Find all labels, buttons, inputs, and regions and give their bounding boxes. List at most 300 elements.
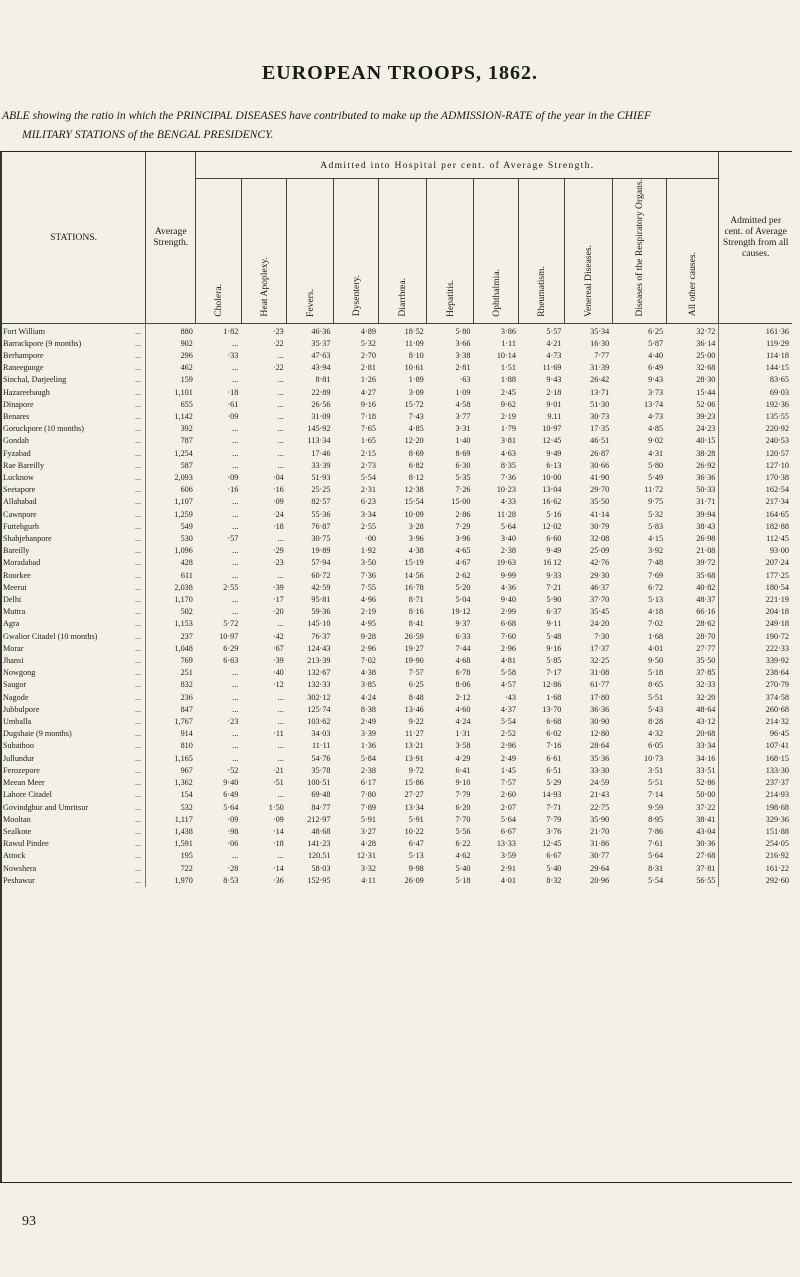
value-cell: 16 12: [542, 558, 562, 568]
value-cell: 4·24: [360, 692, 376, 702]
value-cell: 3·58: [455, 741, 471, 751]
value-cell: ·39: [272, 582, 284, 592]
value-cell: 12·20: [404, 436, 424, 446]
table-row: [2, 679, 792, 691]
value-cell: ·18: [272, 839, 284, 849]
leader-dots: ...: [134, 338, 142, 348]
value-cell: 6·17: [360, 778, 376, 788]
value-cell: 7·48: [648, 558, 664, 568]
disease-column-label: Diarrhœa.: [397, 277, 409, 317]
total-cell: 96·45: [719, 728, 792, 740]
value-cell: 58·03: [311, 863, 331, 873]
total-cell: 192·36: [719, 399, 792, 411]
value-cell: ...: [232, 692, 239, 702]
disease-column-header: [519, 179, 564, 324]
value-cell: 52·86: [696, 778, 716, 788]
value-cell: 10·22: [404, 826, 424, 836]
value-cell: 6·63: [223, 656, 239, 666]
value-cell: 31·71: [696, 497, 716, 507]
value-cell: ...: [277, 460, 284, 470]
total-cell: 329·36: [719, 814, 792, 826]
strength-cell: 237: [146, 631, 196, 643]
value-cell: ·18: [227, 387, 239, 397]
station-cell: [2, 545, 146, 557]
value-cell: 9·49: [546, 546, 562, 556]
value-cell: 125·74: [307, 704, 331, 714]
table-row: [2, 387, 792, 399]
value-cell: 5·84: [360, 753, 376, 763]
table-row: [2, 594, 792, 606]
value-cell: 2·96: [500, 741, 516, 751]
value-cell: 2·91: [500, 863, 516, 873]
station-name: Rawul Pindee: [3, 839, 49, 849]
value-cell: 9·50: [648, 656, 664, 666]
value-cell: 19·90: [404, 656, 424, 666]
value-cell: 50·33: [696, 485, 716, 495]
value-cell: 8·35: [500, 460, 516, 470]
value-cell: 5·20: [455, 582, 471, 592]
table-row: [2, 643, 792, 655]
value-cell: ·67: [272, 643, 284, 653]
value-cell: 40·82: [696, 582, 716, 592]
strength-cell: 914: [146, 728, 196, 740]
station-cell: [2, 448, 146, 460]
value-cell: 6·25: [648, 326, 664, 336]
leader-dots: ...: [134, 521, 142, 531]
strength-cell: 1,259: [146, 509, 196, 521]
value-cell: ·22: [272, 363, 284, 373]
value-cell: 3·39: [360, 729, 376, 739]
total-cell: 127·10: [719, 460, 792, 472]
table-row: [2, 484, 792, 496]
value-cell: 20·68: [696, 729, 716, 739]
value-cell: 37·85: [696, 668, 716, 678]
strength-cell: 428: [146, 557, 196, 569]
strength-cell: 810: [146, 740, 196, 752]
value-cell: ...: [277, 387, 284, 397]
strength-cell: 1,096: [146, 545, 196, 557]
value-cell: 4·38: [360, 668, 376, 678]
strength-cell: 1,970: [146, 875, 196, 887]
station-cell: [2, 802, 146, 814]
caption-line-1: ABLE showing the ratio in which the PRINCIPAL DISEASES have contributed to make up the ADMISSION-RATE of the year in the CHIEF: [2, 109, 652, 122]
strength-cell: 462: [146, 362, 196, 374]
station-name: Seetapore: [3, 485, 36, 495]
value-cell: 25·09: [590, 546, 610, 556]
value-cell: 32·08: [590, 534, 610, 544]
value-cell: 9·43: [546, 375, 562, 385]
value-cell: 26·98: [696, 534, 716, 544]
strength-cell: 549: [146, 521, 196, 533]
value-cell: 51·30: [590, 399, 610, 409]
value-cell: 31·39: [590, 363, 610, 373]
value-cell: 32·20: [696, 692, 716, 702]
station-name: Gwalior Citadel (10 months): [3, 631, 98, 641]
value-cell: 13·21: [404, 741, 424, 751]
value-cell: ...: [277, 692, 284, 702]
value-cell: 54·76: [311, 753, 331, 763]
value-cell: ...: [277, 704, 284, 714]
value-cell: 5·85: [546, 656, 562, 666]
value-cell: 3·38: [455, 350, 471, 360]
value-cell: 113·34: [307, 436, 331, 446]
value-cell: 5·40: [455, 863, 471, 873]
disease-column-header: [564, 179, 612, 324]
value-cell: 46·51: [590, 436, 610, 446]
value-cell: ...: [277, 350, 284, 360]
value-cell: ...: [232, 497, 239, 507]
strength-cell: 532: [146, 802, 196, 814]
table-row: [2, 496, 792, 508]
value-cell: 7·69: [648, 570, 664, 580]
leader-dots: ...: [134, 753, 142, 763]
leader-dots: ...: [134, 790, 142, 800]
station-name: Cawnpore: [3, 509, 37, 519]
value-cell: 9·02: [648, 436, 664, 446]
value-cell: ...: [232, 704, 239, 714]
station-cell: [2, 679, 146, 691]
value-cell: 5·13: [408, 851, 424, 861]
value-cell: 55·36: [311, 509, 331, 519]
value-cell: 8·32: [546, 875, 562, 885]
value-cell: ...: [232, 509, 239, 519]
value-cell: ·61: [227, 399, 239, 409]
value-cell: 13·70: [542, 704, 562, 714]
value-cell: 11·27: [404, 729, 424, 739]
value-cell: 5·49: [648, 473, 664, 483]
value-cell: 8·16: [408, 607, 424, 617]
total-cell: 292·60: [719, 875, 792, 887]
disease-column-label: Ophthalmia.: [490, 268, 502, 317]
value-cell: 124·43: [307, 643, 331, 653]
value-cell: ...: [232, 460, 239, 470]
value-cell: ...: [277, 412, 284, 421]
value-cell: 2·81: [455, 363, 471, 373]
table-row: [2, 863, 792, 875]
value-cell: 1·88: [500, 375, 516, 385]
leader-dots: ...: [134, 399, 142, 409]
table-row: [2, 570, 792, 582]
strength-cell: 1,165: [146, 753, 196, 765]
leader-dots: ...: [134, 436, 142, 446]
value-cell: 12·45: [542, 436, 562, 446]
strength-cell: 502: [146, 606, 196, 618]
value-cell: 12·80: [590, 729, 610, 739]
value-cell: 4·40: [648, 350, 664, 360]
value-cell: ...: [232, 521, 239, 531]
station-name: Meean Meer: [3, 778, 45, 788]
value-cell: 29·64: [590, 863, 610, 873]
value-cell: 12·02: [542, 521, 562, 531]
value-cell: 2·07: [500, 802, 516, 812]
value-cell: ...: [232, 558, 239, 568]
strength-cell: 902: [146, 338, 196, 350]
value-cell: 12·45: [542, 839, 562, 849]
strength-cell: 1,153: [146, 618, 196, 630]
value-cell: 8·31: [648, 863, 664, 873]
value-cell: 37·81: [696, 863, 716, 873]
value-cell: 5·18: [648, 668, 664, 678]
value-cell: 3·40: [500, 534, 516, 544]
value-cell: 15·00: [451, 497, 471, 507]
station-name: Dinapore: [3, 399, 34, 409]
table-row: [2, 509, 792, 521]
value-cell: 3·59: [500, 851, 516, 861]
value-cell: 5·16: [546, 509, 562, 519]
strength-cell: 787: [146, 435, 196, 447]
station-name: Barrackpore (9 months): [3, 338, 82, 348]
value-cell: 48·37: [696, 595, 716, 605]
value-cell: 8·65: [648, 680, 664, 690]
value-cell: 42·76: [590, 558, 610, 568]
value-cell: 26·09: [404, 875, 424, 885]
value-cell: 30·36: [696, 839, 716, 849]
station-cell: [2, 362, 146, 374]
value-cell: 6·72: [648, 582, 664, 592]
value-cell: 9·72: [408, 765, 424, 775]
value-cell: 4·18: [648, 607, 664, 617]
value-cell: 9·37: [455, 619, 471, 629]
value-cell: 100·51: [307, 778, 331, 788]
caption-line-2: MILITARY STATIONS of the BENGAL PRESIDENCY.: [22, 128, 274, 141]
value-cell: 9·33: [546, 570, 562, 580]
value-cell: 37·22: [696, 802, 716, 812]
value-cell: 57·94: [311, 558, 331, 568]
station-name: Subathoo: [3, 741, 34, 751]
station-name: Agra: [3, 619, 20, 629]
value-cell: ...: [232, 851, 239, 861]
total-cell: 151·88: [719, 826, 792, 838]
strength-cell: 2,038: [146, 582, 196, 594]
value-cell: 1·09: [455, 387, 471, 397]
station-name: Futtehgurh: [3, 521, 39, 531]
value-cell: 7·65: [360, 424, 376, 434]
leader-dots: ...: [134, 692, 142, 702]
value-cell: 16·78: [404, 582, 424, 592]
value-cell: 6·20: [455, 802, 471, 812]
value-cell: 4·29: [455, 753, 471, 763]
station-name: Gondah: [3, 436, 29, 446]
total-cell: 161·36: [719, 323, 792, 338]
station-cell: [2, 521, 146, 533]
total-cell: 216·92: [719, 850, 792, 862]
total-cell: 168·15: [719, 753, 792, 765]
value-cell: 36·14: [696, 338, 716, 348]
total-cell: 177·25: [719, 570, 792, 582]
table-row: [2, 631, 792, 643]
value-cell: 13·71: [590, 387, 610, 397]
value-cell: 35·78: [311, 765, 331, 775]
leader-dots: ...: [134, 704, 142, 714]
total-cell: 214·93: [719, 789, 792, 801]
leader-dots: ...: [134, 765, 142, 775]
value-cell: ·40: [272, 668, 284, 678]
station-name: Raneegunge: [3, 363, 44, 373]
table-row: [2, 667, 792, 679]
value-cell: 32·25: [590, 656, 610, 666]
value-cell: 2·96: [500, 643, 516, 653]
value-cell: 32·33: [696, 680, 716, 690]
station-name: Moradabad: [3, 558, 41, 568]
value-cell: 5·57: [546, 326, 562, 336]
value-cell: 10·97: [219, 631, 239, 641]
total-cell: 238·64: [719, 667, 792, 679]
strength-cell: 880: [146, 323, 196, 338]
value-cell: ...: [277, 399, 284, 409]
leader-dots: ...: [134, 473, 142, 483]
station-name: Sealkote: [3, 826, 32, 836]
value-cell: 30·90: [590, 717, 610, 727]
station-cell: [2, 618, 146, 630]
strength-cell: 154: [146, 789, 196, 801]
value-cell: 19·63: [496, 558, 516, 568]
value-cell: 4·63: [500, 448, 516, 458]
strength-cell: 1,170: [146, 594, 196, 606]
value-cell: ...: [277, 753, 284, 763]
leader-dots: ...: [134, 814, 142, 824]
value-cell: ·04: [272, 473, 284, 483]
strength-cell: 1,438: [146, 826, 196, 838]
station-name: Nowshera: [3, 863, 37, 873]
value-cell: 5·13: [648, 595, 664, 605]
value-cell: 25·25: [311, 485, 331, 495]
value-cell: 24·23: [696, 424, 716, 434]
value-cell: 32·72: [696, 326, 716, 336]
total-cell: 217·34: [719, 496, 792, 508]
value-cell: 7·43: [408, 412, 424, 421]
station-cell: [2, 716, 146, 728]
station-cell: [2, 594, 146, 606]
value-cell: 1·51: [500, 363, 516, 373]
value-cell: 9·40: [500, 595, 516, 605]
value-cell: 4·57: [500, 680, 516, 690]
station-cell: [2, 789, 146, 801]
value-cell: 61·77: [590, 680, 610, 690]
value-cell: 56·55: [696, 875, 716, 885]
value-cell: 17·35: [590, 424, 610, 434]
station-name: Ferozepore: [3, 765, 40, 775]
value-cell: ·17: [272, 595, 284, 605]
value-cell: 5·51: [648, 778, 664, 788]
value-cell: 6·25: [408, 680, 424, 690]
value-cell: 302·12: [307, 692, 331, 702]
value-cell: 4·01: [500, 875, 516, 885]
value-cell: 9·62: [500, 399, 516, 409]
value-cell: ...: [232, 753, 239, 763]
value-cell: 3·51: [648, 765, 664, 775]
value-cell: 2·38: [360, 765, 376, 775]
value-cell: 213·39: [307, 656, 331, 666]
strength-cell: 1,101: [146, 387, 196, 399]
total-cell: 161·22: [719, 863, 792, 875]
value-cell: 59·36: [311, 607, 331, 617]
leader-dots: ...: [134, 387, 142, 397]
value-cell: 35·50: [590, 497, 610, 507]
value-cell: 10·23: [496, 485, 516, 495]
value-cell: 69·48: [311, 790, 331, 800]
station-name: Jhansi: [3, 656, 24, 666]
stations-header: STATIONS.: [2, 152, 146, 323]
value-cell: 2·60: [500, 790, 516, 800]
value-cell: 5·87: [648, 338, 664, 348]
disease-column-header: [241, 179, 286, 324]
leader-dots: ...: [134, 802, 142, 812]
value-cell: 2·73: [360, 460, 376, 470]
value-cell: ...: [277, 375, 284, 385]
value-cell: 3·34: [360, 509, 376, 519]
value-cell: ·98: [227, 826, 239, 836]
value-cell: 6·47: [408, 839, 424, 849]
total-cell: 204·18: [719, 606, 792, 618]
table-row: [2, 460, 792, 472]
value-cell: ·16: [272, 485, 284, 495]
value-cell: 7·44: [455, 643, 471, 653]
value-cell: 6·78: [455, 668, 471, 678]
total-cell: 120·57: [719, 448, 792, 460]
station-cell: [2, 814, 146, 826]
value-cell: 11·72: [644, 485, 664, 495]
value-cell: 13·33: [496, 839, 516, 849]
disease-column-header: [287, 179, 334, 324]
value-cell: 2·19: [360, 607, 376, 617]
value-cell: 1·31: [455, 729, 471, 739]
leader-dots: ...: [134, 412, 142, 421]
value-cell: 10·00: [542, 473, 562, 483]
table-row: [2, 423, 792, 435]
value-cell: ·39: [272, 656, 284, 666]
station-cell: [2, 740, 146, 752]
value-cell: 3·92: [648, 546, 664, 556]
strength-cell: 1,107: [146, 496, 196, 508]
value-cell: 4·21: [546, 338, 562, 348]
value-cell: 7·71: [546, 802, 562, 812]
value-cell: 7·60: [500, 631, 516, 641]
value-cell: ...: [277, 741, 284, 751]
table-row: [2, 814, 792, 826]
station-name: Lahore Citadel: [3, 790, 52, 800]
leader-dots: ...: [134, 863, 142, 873]
value-cell: 4·31: [648, 448, 664, 458]
strength-cell: 1,254: [146, 448, 196, 460]
value-cell: 9·22: [408, 717, 424, 727]
value-cell: 32·68: [696, 363, 716, 373]
table-row: [2, 606, 792, 618]
value-cell: 212·97: [307, 814, 331, 824]
strength-cell: 159: [146, 374, 196, 386]
value-cell: 10·14: [496, 350, 516, 360]
value-cell: ...: [277, 619, 284, 629]
value-cell: ...: [232, 436, 239, 446]
value-cell: ·14: [272, 826, 284, 836]
value-cell: 12·31: [356, 851, 376, 861]
value-cell: 29·70: [590, 485, 610, 495]
leader-dots: ...: [134, 582, 142, 592]
value-cell: 14·93: [542, 790, 562, 800]
value-cell: 7·80: [360, 790, 376, 800]
value-cell: 3·73: [648, 387, 664, 397]
station-name: Dugshaie (9 months): [3, 729, 72, 739]
value-cell: 103·62: [307, 717, 331, 727]
value-cell: 3·27: [360, 826, 376, 836]
value-cell: 9·43: [648, 375, 664, 385]
station-name: Bareilly: [3, 546, 30, 556]
value-cell: 38·28: [696, 448, 716, 458]
value-cell: 7·21: [546, 582, 562, 592]
value-cell: 2·45: [500, 387, 516, 397]
value-cell: 9·99: [500, 570, 516, 580]
station-name: Benares: [3, 412, 30, 421]
station-cell: [2, 323, 146, 338]
